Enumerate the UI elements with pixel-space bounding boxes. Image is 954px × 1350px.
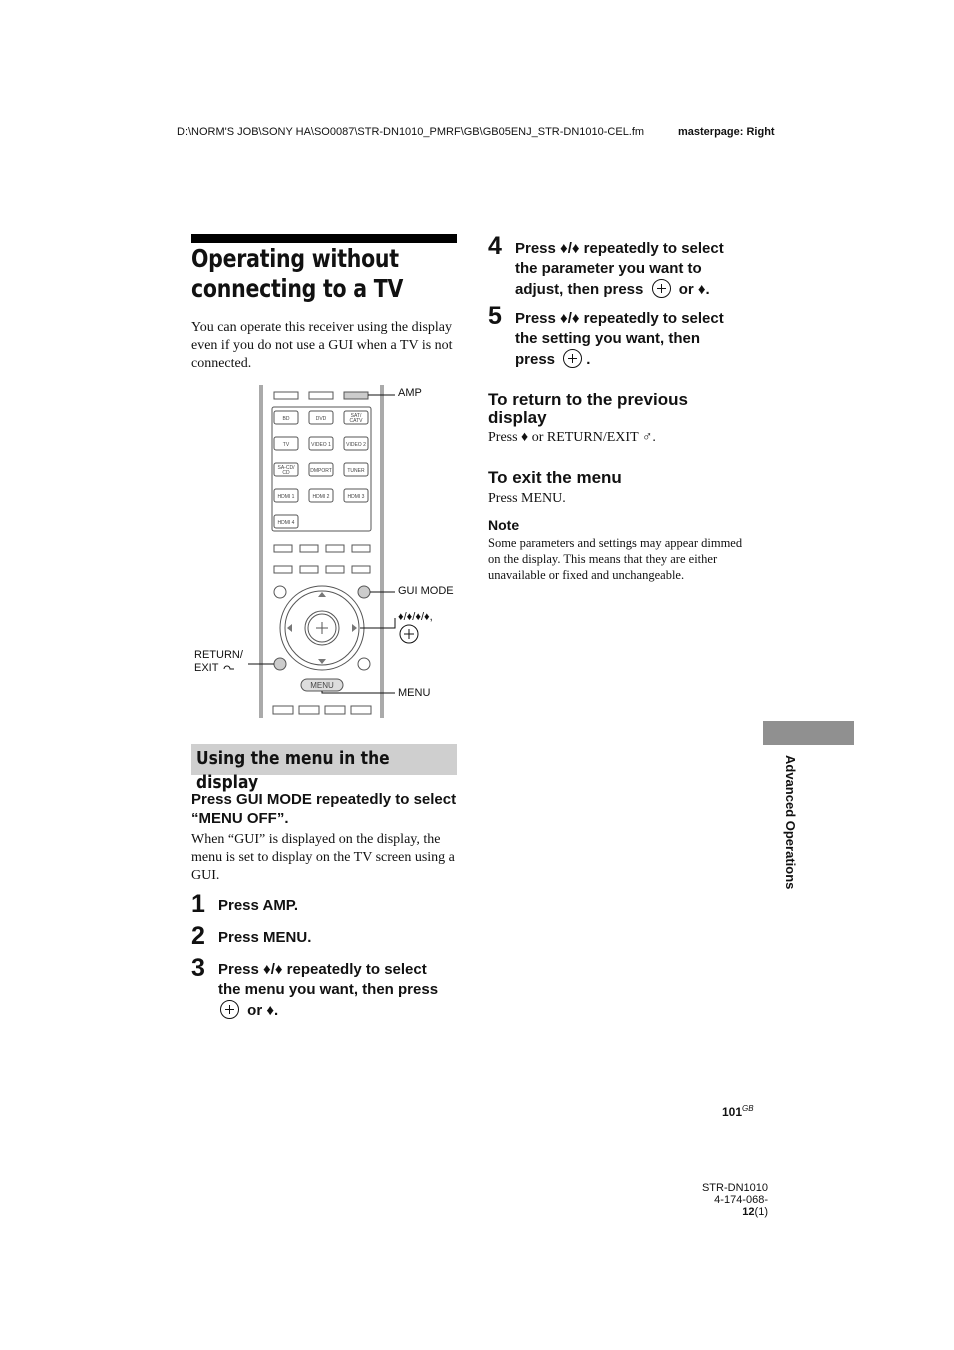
remote-control-illustration: [190, 380, 465, 720]
title-rule: [191, 234, 457, 243]
page-title-line1: Operating without: [191, 244, 399, 273]
remote-key-menu: MENU: [310, 681, 334, 690]
step-4-number: 4: [488, 232, 502, 260]
return-exit-callout-2: EXIT: [194, 662, 219, 674]
exit-text: Press MENU.: [488, 491, 566, 506]
step-3-line1: Press ♦/♦ repeatedly to select: [218, 961, 427, 978]
intro-paragraph: You can operate this receiver using the display even if you do not use a GUI when a TV is not connected.: [191, 320, 453, 371]
exit-heading: To exit the menu: [488, 468, 622, 487]
remote-key-hdmi2: HDMI 2: [312, 494, 330, 500]
step-3-number: 3: [191, 954, 205, 982]
step-1-text: Press AMP.: [218, 897, 299, 914]
remote-key-tuner: TUNER: [347, 468, 365, 474]
step-5-text: [515, 309, 765, 370]
page-title-line2: connecting to a TV: [191, 274, 404, 303]
step-3-text: [218, 960, 468, 1021]
remote-key-bd: BD: [282, 416, 290, 422]
side-tab-label: [771, 755, 798, 890]
footer-code-bold: 12: [742, 1206, 755, 1218]
remote-key-dmport: DMPORT: [310, 468, 332, 474]
remote-key-hdmi1: HDMI 1: [277, 494, 295, 500]
page-number: [722, 1104, 754, 1119]
gui-mode-subhead: Press GUI MODE repeatedly to select “MENU OFF”.: [191, 791, 457, 827]
page-number-suffix: GB: [742, 1104, 754, 1113]
step-2-number: 2: [191, 922, 205, 950]
file-path-header: D:\NORM'S JOB\SONY HA\SO0087\STR-DN1010_PMRF\GB\GB05ENJ_STR-DN1010-CEL.fm: [177, 126, 645, 138]
step-2-text: Press MENU.: [218, 929, 312, 946]
footer-code-suffix: (1): [754, 1206, 768, 1218]
step-3-tail: or ♦.: [247, 1002, 279, 1019]
step-5-line2: the setting you want, then: [515, 330, 701, 347]
remote-key-sacd: SA-CD/: [277, 465, 295, 471]
step-4-tail: or ♦.: [678, 281, 710, 298]
step-4-line2: the parameter you want to: [515, 260, 702, 277]
step-5-number: 5: [488, 302, 502, 330]
remote-key-sat-catv-2: CATV: [349, 418, 363, 424]
amp-callout: AMP: [398, 387, 422, 399]
return-heading-line1: To return to the previous: [488, 390, 688, 409]
page-title: [191, 244, 421, 304]
footer-code: [700, 1194, 768, 1218]
side-tab-marker: [763, 721, 854, 745]
return-heading: [488, 391, 758, 427]
remote-key-video2: VIDEO 2: [346, 442, 366, 448]
gui-mode-callout: GUI MODE: [398, 585, 454, 597]
step-4-text: [515, 239, 765, 300]
arrows-callout: ♦/♦/♦/♦,: [398, 611, 433, 623]
step-4-line3-text: adjust, then press: [515, 281, 644, 298]
enter-icon: [652, 279, 671, 298]
step-3-line3: [218, 1000, 468, 1021]
side-tab-text: Advanced Operations: [783, 755, 798, 890]
section-title: Using the menu in the display: [196, 748, 390, 793]
remote-key-hdmi4: HDMI 4: [277, 520, 295, 526]
note-title: Note: [488, 517, 520, 533]
return-icon: [224, 666, 234, 669]
note-text: Some parameters and settings may appear dimmed on the display. This means that they are either unavailable or fixed and unchangeable.: [488, 536, 743, 582]
step-1-number: 1: [191, 890, 205, 918]
remote-key-video1: VIDEO 1: [311, 442, 331, 448]
menu-callout: MENU: [398, 687, 431, 699]
remote-key-sat-catv: SAT/: [350, 413, 362, 419]
remote-key-tv: TV: [282, 442, 290, 448]
footer-code-prefix: 4-174-068-: [714, 1194, 768, 1206]
step-5-line3-text: press: [515, 351, 556, 368]
return-exit-callout-1: RETURN/: [194, 649, 243, 661]
step-3-line2: the menu you want, then press: [218, 981, 439, 998]
remote-key-sacd-2: CD: [282, 470, 290, 476]
step-5-line1: Press ♦/♦ repeatedly to select: [515, 310, 724, 327]
masterpage-header: masterpage: Right: [678, 126, 775, 138]
footer-model-name: STR-DN1010: [701, 1182, 768, 1194]
enter-icon: [220, 1000, 239, 1019]
page-number-value: 101: [722, 1105, 743, 1119]
step-5-line3: [515, 349, 765, 370]
remote-key-dvd: DVD: [315, 416, 327, 422]
return-text: Press ♦ or RETURN/EXIT ♂.: [488, 430, 656, 445]
step-4-line3: [515, 279, 765, 300]
footer-model: [700, 1182, 768, 1218]
step-4-line1: Press ♦/♦ repeatedly to select: [515, 240, 724, 257]
gui-mode-text: When “GUI” is displayed on the display, the menu is set to display on the TV screen using a GUI.: [191, 832, 455, 883]
enter-icon: [563, 349, 582, 368]
return-heading-line2: display: [488, 408, 547, 427]
remote-key-hdmi3: HDMI 3: [347, 494, 365, 500]
step-5-tail: .: [586, 351, 591, 368]
